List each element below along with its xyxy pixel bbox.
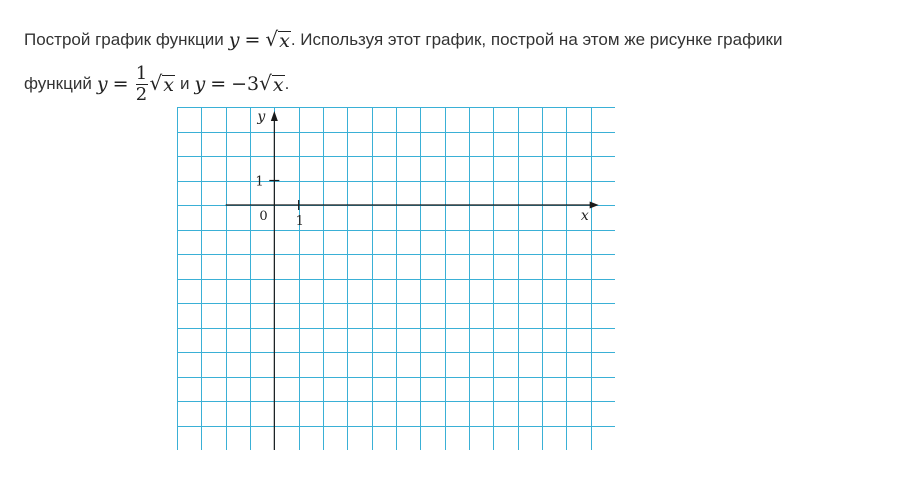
- radicand: x: [279, 29, 290, 52]
- fraction-one-half: [136, 64, 148, 105]
- task-line-1: [24, 26, 904, 54]
- x-axis-arrow-icon: [590, 202, 599, 209]
- sqrt-x-formula-1: [149, 70, 175, 96]
- formula-2-equals: =: [210, 72, 227, 95]
- y-axis-label: y: [257, 109, 266, 125]
- task-statement: [24, 26, 904, 110]
- grid-lines: [177, 107, 615, 450]
- radicand-1: x: [163, 73, 174, 96]
- formula-2-coefficient: −3: [231, 72, 260, 95]
- task-line-2: [24, 58, 904, 110]
- fraction-denominator: 2: [135, 83, 148, 105]
- formula-equals: =: [244, 28, 261, 51]
- y-unit-tick-label: 1: [255, 174, 264, 190]
- formula-2-y: y: [194, 72, 206, 95]
- x-unit-tick-label: 1: [295, 214, 304, 229]
- radicand-2: x: [272, 73, 284, 96]
- fraction-numerator: 1: [135, 62, 148, 84]
- x-axis-label: x: [580, 208, 589, 224]
- conjunction: и: [179, 73, 190, 93]
- radical-sign-icon: √: [149, 70, 163, 95]
- formula-y: y: [228, 28, 240, 51]
- graph-paper: [177, 107, 615, 450]
- origin-label: 0: [259, 209, 268, 224]
- sqrt-x-formula-2: [259, 70, 284, 96]
- y-axis-arrow-icon: [271, 111, 278, 121]
- task-text-functions: функций: [24, 73, 92, 93]
- radical-sign-icon: √: [265, 26, 279, 51]
- formula-1-y: y: [96, 72, 108, 95]
- coordinate-grid: [177, 107, 615, 450]
- radical-sign-icon: √: [259, 70, 272, 95]
- task-period: .: [284, 73, 290, 93]
- task-text-prefix: Построй график функции: [24, 29, 224, 49]
- formula-1-equals: =: [112, 72, 129, 95]
- task-text-suffix: . Используя этот график, построй на этом же рисунке графики: [290, 29, 783, 49]
- sqrt-x-formula: [265, 26, 290, 52]
